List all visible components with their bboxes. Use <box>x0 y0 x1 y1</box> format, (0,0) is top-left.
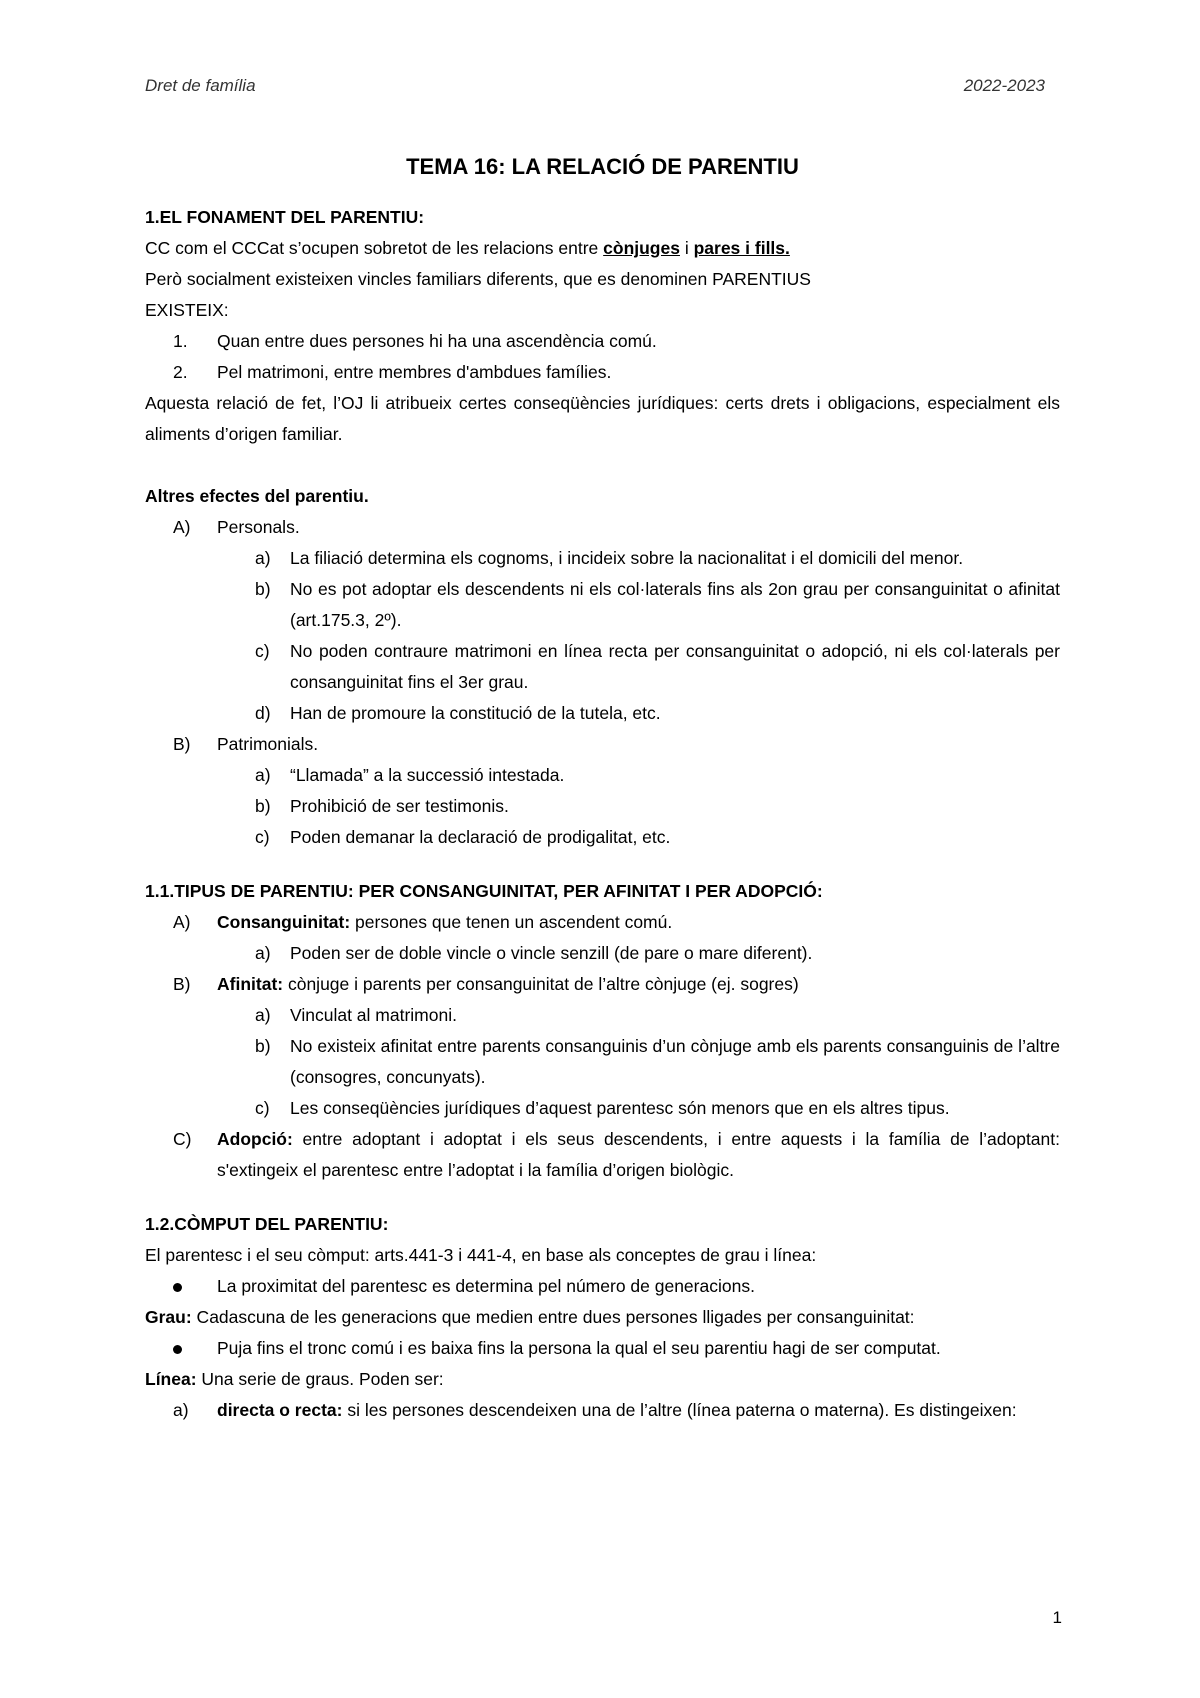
list-text: si les persones descendeixen una de l’altre (línea paterna o materna). Es distingeixen: <box>342 1400 1017 1420</box>
section-heading: Altres efectes del parentiu. <box>145 486 369 506</box>
header-year: 2022-2023 <box>963 76 1045 95</box>
term: Grau: <box>145 1307 192 1327</box>
list-item <box>145 969 1060 1000</box>
list-item <box>145 1395 1060 1426</box>
sub-list-item <box>145 1031 1060 1093</box>
document-body <box>145 150 1060 1426</box>
term: Adopció: <box>217 1129 293 1149</box>
list-text: No es pot adoptar els descendents ni els col·laterals fins als 2on grau per consanguinitat o afinitat (art.175.3, 2º). <box>290 579 1060 630</box>
list-item <box>145 512 1060 543</box>
list-marker: a) <box>255 765 271 785</box>
bullet-icon <box>145 1333 217 1364</box>
sub-list-item <box>145 791 1060 822</box>
paragraph <box>145 233 1060 264</box>
sub-list-item <box>145 698 1060 729</box>
list-text: Poden ser de doble vincle o vincle senzill (de pare o mare diferent). <box>290 943 813 963</box>
list-text: cònjuge i parents per consanguinitat de l’altre cònjuge (ej. sogres) <box>283 974 799 994</box>
sub-list-item <box>145 822 1060 853</box>
sub-list-item <box>145 636 1060 698</box>
list-marker: a) <box>173 1400 189 1420</box>
term: Afinitat: <box>217 974 284 994</box>
sub-list-item <box>145 938 1060 969</box>
list-text: “Llamada” a la successió intestada. <box>290 765 565 785</box>
term: directa o recta: <box>217 1400 343 1420</box>
list-text: La filiació determina els cognoms, i incideix sobre la nacionalitat i el domicili del menor. <box>290 548 964 568</box>
paragraph: EXISTEIX: <box>145 300 229 320</box>
page-number: 1 <box>1052 1608 1062 1627</box>
sub-list-item <box>145 1000 1060 1031</box>
list-item <box>145 326 1060 357</box>
term: Consanguinitat: <box>217 912 351 932</box>
list-marker: 1. <box>173 331 188 351</box>
bullet-item <box>145 1333 1060 1364</box>
list-marker: b) <box>255 579 271 599</box>
paragraph: Aquesta relació de fet, l’OJ li atribueix certes conseqüències jurídiques: certs drets i obligacions, especialment els aliments d’origen familiar. <box>145 393 1060 444</box>
list-marker: C) <box>173 1129 192 1149</box>
list-text: Puja fins el tronc comú i es baixa fins la persona la qual el seu parentiu hagi de ser computat. <box>217 1338 941 1358</box>
term: Línea: <box>145 1369 197 1389</box>
section-heading: 1.2.CÒMPUT DEL PARENTIU: <box>145 1214 389 1234</box>
list-text: Les conseqüències jurídiques d’aquest parentesc són menors que en els altres tipus. <box>290 1098 950 1118</box>
bullet-item <box>145 1271 1060 1302</box>
list-text: Personals. <box>217 517 300 537</box>
emphasis: cònjuges <box>603 238 680 258</box>
list-text: entre adoptant i adoptat i els seus descendents, i entre aquests i la família de l’adoptant: s'extingeix el parentesc entre l’adoptat i la família d’origen biològic. <box>217 1129 1060 1180</box>
sub-list-item <box>145 1093 1060 1124</box>
sub-list-item <box>145 543 1060 574</box>
list-marker: c) <box>255 641 270 661</box>
list-marker: A) <box>173 912 191 932</box>
list-marker: a) <box>255 1005 271 1025</box>
text: Cadascuna de les generacions que medien entre dues persones lligades per consanguinitat: <box>191 1307 915 1327</box>
sub-list-item <box>145 760 1060 791</box>
text: i <box>679 238 694 258</box>
list-marker: b) <box>255 796 271 816</box>
section-heading: 1.EL FONAMENT DEL PARENTIU: <box>145 207 425 227</box>
sub-list-item <box>145 574 1060 636</box>
list-text: No existeix afinitat entre parents consanguinis d’un cònjuge amb els parents consanguinis de l’altre (consogres, concunyats). <box>290 1036 1060 1087</box>
bullet-icon <box>145 1271 217 1302</box>
paragraph <box>145 1302 1060 1333</box>
header-subject: Dret de família <box>145 76 256 95</box>
list-marker: d) <box>255 703 271 723</box>
list-text: Patrimonials. <box>217 734 319 754</box>
list-text: Poden demanar la declaració de prodigalitat, etc. <box>290 827 671 847</box>
list-marker: A) <box>173 517 191 537</box>
list-marker: c) <box>255 827 270 847</box>
list-marker: a) <box>255 943 271 963</box>
list-item <box>145 357 1060 388</box>
paragraph: Però socialment existeixen vincles familiars diferents, que es denominen PARENTIUS <box>145 269 811 289</box>
list-text: Han de promoure la constitució de la tutela, etc. <box>290 703 661 723</box>
list-item <box>145 1124 1060 1186</box>
document-title: TEMA 16: LA RELACIÓ DE PARENTIU <box>406 154 799 179</box>
list-marker: B) <box>173 974 191 994</box>
list-text: Pel matrimoni, entre membres d'ambdues famílies. <box>217 362 612 382</box>
emphasis: pares i fills. <box>693 238 790 258</box>
paragraph <box>145 1364 1060 1395</box>
list-text: persones que tenen un ascendent comú. <box>350 912 673 932</box>
list-marker: b) <box>255 1036 271 1056</box>
list-marker: B) <box>173 734 191 754</box>
section-heading: 1.1.TIPUS DE PARENTIU: PER CONSANGUINITAT, PER AFINITAT I PER ADOPCIÓ: <box>145 881 823 901</box>
list-text: Prohibició de ser testimonis. <box>290 796 509 816</box>
text: Una serie de graus. Poden ser: <box>196 1369 444 1389</box>
list-item <box>145 729 1060 760</box>
list-marker: c) <box>255 1098 270 1118</box>
list-marker: a) <box>255 548 271 568</box>
paragraph: El parentesc i el seu còmput: arts.441-3 i 441-4, en base als conceptes de grau i línea: <box>145 1245 817 1265</box>
list-text: Quan entre dues persones hi ha una ascendència comú. <box>217 331 657 351</box>
list-text: Vinculat al matrimoni. <box>290 1005 457 1025</box>
list-item <box>145 907 1060 938</box>
list-marker: 2. <box>173 362 188 382</box>
list-text: No poden contraure matrimoni en línea recta per consanguinitat o adopció, ni els col·laterals per consanguinitat fins el 3er grau. <box>290 641 1060 692</box>
text: CC com el CCCat s’ocupen sobretot de les relacions entre <box>145 238 604 258</box>
list-text: La proximitat del parentesc es determina pel número de generacions. <box>217 1276 755 1296</box>
